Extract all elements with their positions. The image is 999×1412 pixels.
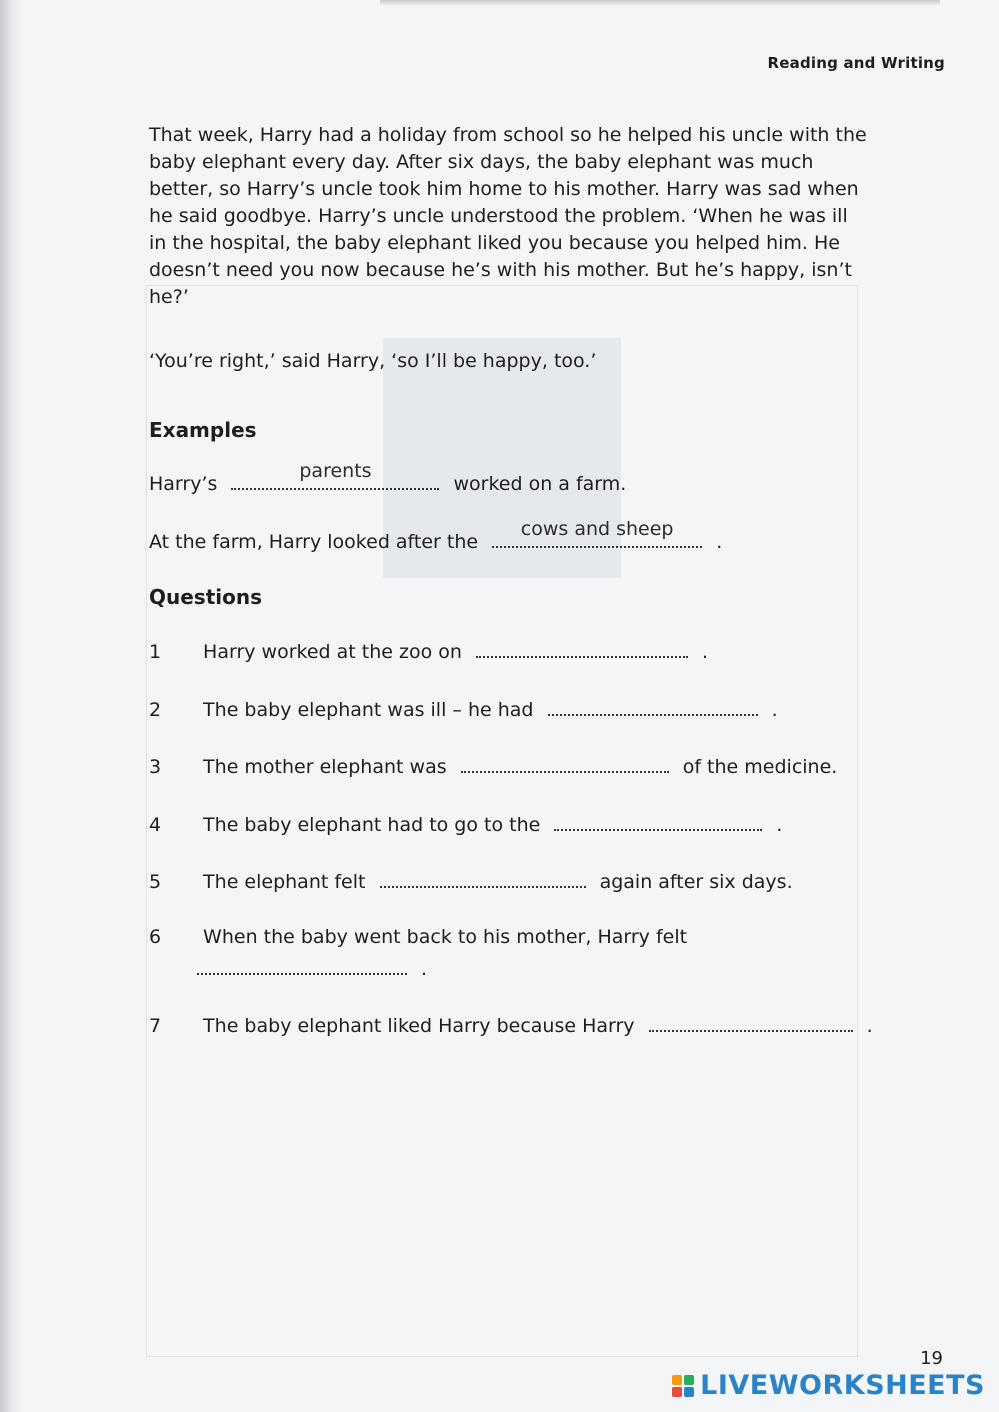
- question-4: [149, 811, 782, 836]
- question-6-line-2: [197, 955, 427, 980]
- question-6-text: When the baby went back to his mother, Harry felt: [203, 926, 688, 948]
- example-1-text-before: Harry’s: [149, 473, 218, 495]
- examples-title: Examples: [149, 418, 257, 442]
- question-2-text: The baby elephant was ill – he had: [203, 699, 534, 721]
- question-2-answer-field[interactable]: [548, 696, 758, 716]
- question-1-answer-field[interactable]: [476, 638, 688, 658]
- question-6-number: 6: [149, 926, 162, 948]
- question-2-number: 2: [149, 699, 162, 721]
- question-3-number: 3: [149, 756, 162, 778]
- top-shadow: [380, 0, 940, 6]
- question-5: [149, 868, 793, 893]
- example-1-answer: parents: [299, 460, 372, 482]
- question-1-end: .: [702, 641, 709, 663]
- questions-title: Questions: [149, 585, 263, 609]
- question-5-number: 5: [149, 871, 162, 893]
- example-2-text-after: .: [716, 531, 723, 553]
- liveworksheets-brand[interactable]: [672, 1370, 985, 1401]
- question-7-answer-field[interactable]: [649, 1012, 853, 1032]
- question-7-number: 7: [149, 1015, 162, 1037]
- question-6-end: .: [421, 958, 428, 980]
- page-binding-shadow: [0, 0, 22, 1412]
- question-4-answer-field[interactable]: [554, 811, 762, 831]
- question-5-end: again after six days.: [599, 871, 793, 893]
- example-2-text-before: At the farm, Harry looked after the: [149, 531, 479, 553]
- question-2-end: .: [771, 699, 778, 721]
- page-number: 19: [920, 1348, 943, 1369]
- question-1: [149, 638, 708, 663]
- reading-passage: [149, 122, 869, 375]
- question-6: [149, 926, 687, 948]
- example-2-answer-field: [492, 518, 702, 548]
- example-1-answer-field: [231, 460, 439, 490]
- question-2: [149, 696, 778, 721]
- question-7: [149, 1012, 873, 1037]
- question-4-end: .: [776, 814, 783, 836]
- question-4-number: 4: [149, 814, 162, 836]
- question-5-answer-field[interactable]: [380, 868, 586, 888]
- example-2-answer: cows and sheep: [520, 518, 674, 540]
- brand-text: LIVEWORKSHEETS: [700, 1370, 985, 1401]
- question-4-text: The baby elephant had to go to the: [203, 814, 541, 836]
- question-3-text: The mother elephant was: [203, 756, 447, 778]
- question-3-end: of the medicine.: [682, 756, 838, 778]
- question-3: [149, 753, 837, 778]
- example-1-text-after: worked on a farm.: [453, 473, 627, 495]
- question-1-text: Harry worked at the zoo on: [203, 641, 462, 663]
- example-line-2: [149, 518, 723, 553]
- page-header: Reading and Writing: [767, 54, 945, 72]
- passage-paragraph-2: ‘You’re right,’ said Harry, ‘so I’ll be happy, too.’: [149, 350, 597, 372]
- question-7-text: The baby elephant liked Harry because Harry: [203, 1015, 635, 1037]
- example-line-1: [149, 460, 627, 495]
- question-6-answer-field[interactable]: [197, 955, 407, 975]
- passage-paragraph-1: That week, Harry had a holiday from school so he helped his uncle with the baby elephant every day. After six days, the baby elephant was much better, so Harry’s uncle took him home to his mother. Harry was sad when he said goodbye. Harry’s uncle understood the problem. ‘When he was ill in the hospital, the baby elephant liked you because you helped him. He doesn’t need you now because he’s with his mother. But he’s happy, isn’t he?’: [149, 124, 867, 308]
- question-3-answer-field[interactable]: [461, 753, 669, 773]
- question-7-end: .: [866, 1015, 873, 1037]
- liveworksheets-logo-icon: [672, 1375, 694, 1397]
- question-1-number: 1: [149, 641, 162, 663]
- question-5-text: The elephant felt: [203, 871, 366, 893]
